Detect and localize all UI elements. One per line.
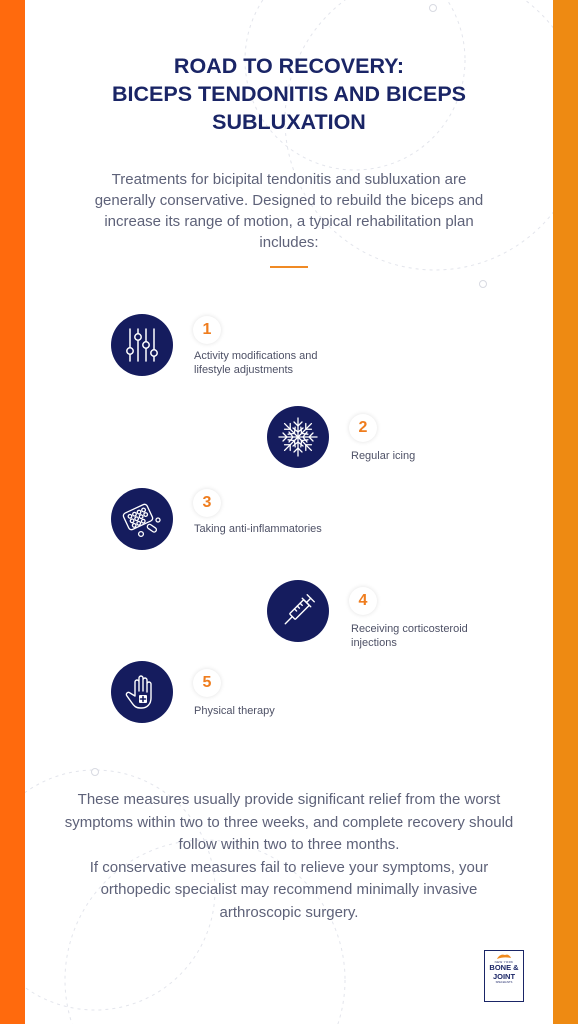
step-5-circle [111, 661, 173, 723]
logo-top-text: NEW YORK [494, 960, 514, 964]
step-1-label: Activity modifications and lifestyle adjustments [194, 350, 318, 376]
step-4-circle [267, 580, 329, 642]
hand-icon [122, 672, 162, 712]
title-line-2: BICEPS TENDONITIS AND BICEPS [112, 82, 466, 106]
step-1-number: 1 [193, 316, 221, 344]
divider [270, 266, 308, 268]
page-title [60, 52, 518, 136]
pills-icon [119, 496, 165, 542]
outro-paragraph-1: These measures usually provide significant relief from the worst symptoms within two to three weeks, and complete recovery should follow within two to three months. [64, 791, 514, 853]
logo-hat-icon [496, 953, 512, 960]
title-line-3: SUBLUXATION [212, 110, 366, 134]
intro-text: Treatments for bicipital tendonitis and subluxation are generally conservative. Designed to rebuild the biceps and increase its range of motion, a typical rehabilitation plan includes: [94, 171, 484, 251]
right-orange-border [553, 0, 578, 1024]
step-2-number: 2 [349, 414, 377, 442]
title-line-1: ROAD TO RECOVERY: [173, 54, 405, 78]
step-2-label: Regular icing [351, 450, 416, 462]
logo-line-2: JOINT [492, 971, 516, 981]
outro-paragraph-2: If conservative measures fail to relieve your symptoms, your orthopedic specialist may recommend minimally invasive arthroscopic surgery. [89, 858, 489, 921]
step-4-label: Receiving corticosteroid injections [351, 623, 468, 649]
step-4-number: 4 [349, 587, 377, 615]
step-5-label: Physical therapy [194, 705, 275, 717]
brand-logo [484, 950, 524, 1002]
step-3-circle [111, 488, 173, 550]
snowflake-icon [276, 415, 320, 459]
logo-line-1: BONE & [489, 963, 519, 972]
step-1-circle [111, 314, 173, 376]
step-2-circle [267, 406, 329, 468]
step-3-number: 3 [193, 489, 221, 517]
logo-bottom-text: SPECIALISTS [495, 981, 513, 984]
step-5-number: 5 [193, 669, 221, 697]
step-3-label: Taking anti-inflammatories [194, 523, 322, 535]
syringe-icon [276, 589, 320, 633]
left-orange-border [0, 0, 25, 1024]
outro-text [62, 789, 516, 924]
sliders-icon [122, 325, 162, 365]
